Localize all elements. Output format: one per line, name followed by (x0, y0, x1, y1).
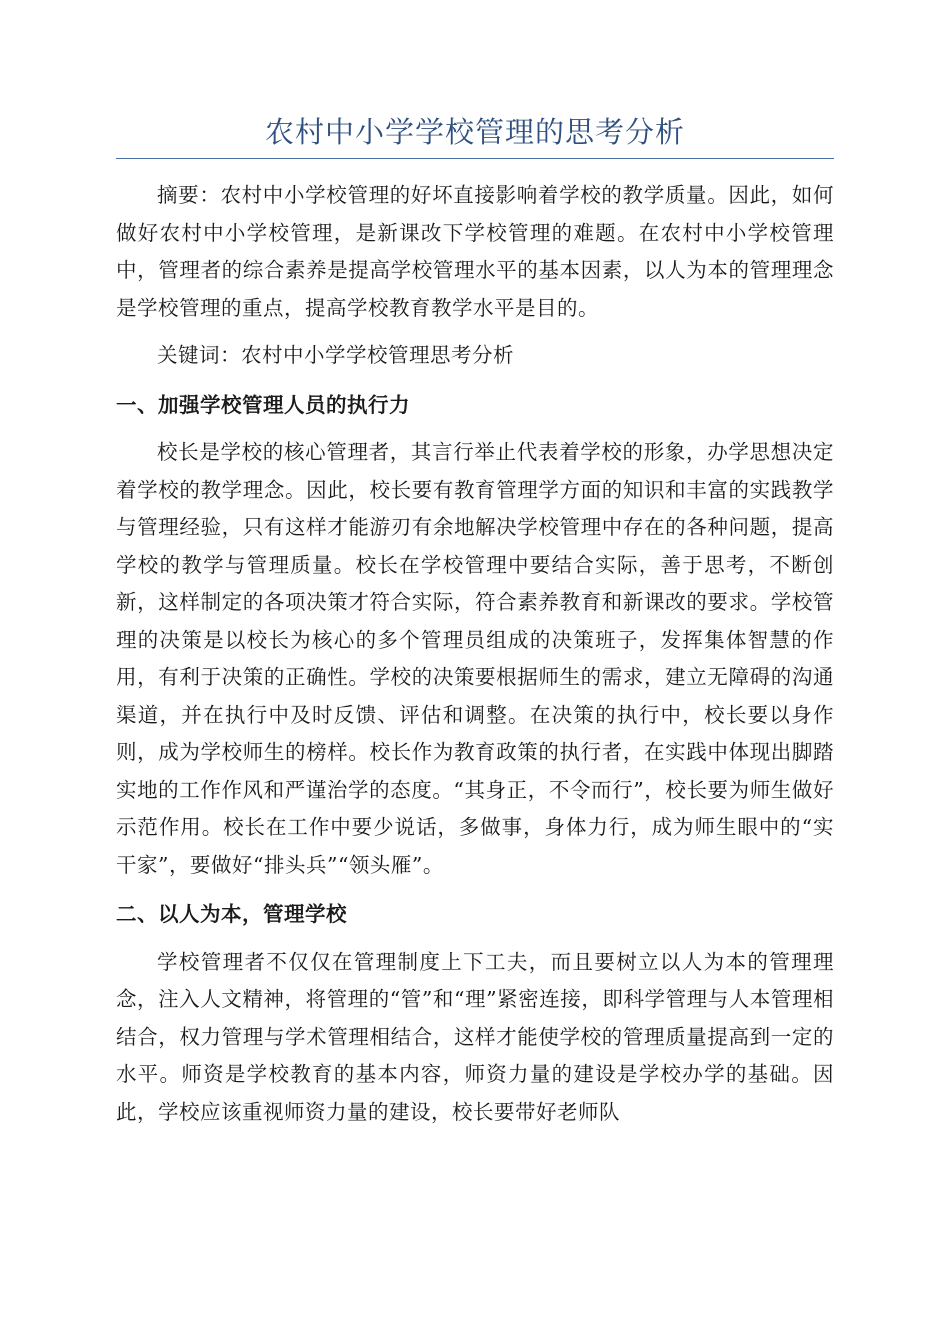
document-page (116, 108, 834, 1135)
section-2 (116, 896, 834, 1131)
section-heading: 一、加强学校管理人员的执行力 (116, 392, 410, 417)
document-title: 农村中小学学校管理的思考分析 (116, 108, 834, 159)
keywords-paragraph: 关键词：农村中小学学校管理思考分析 (157, 343, 514, 367)
section-1 (116, 387, 834, 885)
section-body: 学校管理者不仅仅在管理制度上下工夫，而且要树立以人为本的管理理念，注入人文精神，将管理的“管”和“理”紧密连接，即科学管理与人本管理相结合，权力管理与学术管理相结合，这样才能使学校的管理质量提高到一定的水平。师资是学校教育的基本内容，师资力量的建设是学校办学的基础。因此，学校应该重视师资力量的建设，校长要带好老师队 (116, 949, 834, 1124)
abstract-paragraph: 摘要：农村中小学校管理的好坏直接影响着学校的教学质量。因此，如何做好农村中小学校管理，是新课改下学校管理的难题。在农村中小学校管理中，管理者的综合素养是提高学校管理水平的基本因素，以人为本的管理理念是学校管理的重点，提高学校教育教学水平是目的。 (116, 183, 834, 320)
section-body: 校长是学校的核心管理者，其言行举止代表着学校的形象，办学思想决定着学校的教学理念。因此，校长要有教育管理学方面的知识和丰富的实践教学与管理经验，只有这样才能游刃有余地解决学校管理中存在的各种问题，提高学校的教学与管理质量。校长在学校管理中要结合实际，善于思考，不断创新，这样制定的各项决策才符合实际，符合素养教育和新课改的要求。学校管理的决策是以校长为核心的多个管理员组成的决策班子，发挥集体智慧的作用，有利于决策的正确性。学校的决策要根据师生的需求，建立无障碍的沟通渠道，并在执行中及时反馈、评估和调整。在决策的执行中，校长要以身作则，成为学校师生的榜样。校长作为教育政策的执行者，在实践中体现出脚踏实地的工作作风和严谨治学的态度。“其身正，不令而行”，校长要为师生做好示范作用。校长在工作中要少说话，多做事，身体力行，成为师生眼中的“实干家”，要做好“排头兵”“领头雁”。 (116, 440, 834, 877)
section-heading: 二、以人为本，管理学校 (116, 902, 347, 926)
